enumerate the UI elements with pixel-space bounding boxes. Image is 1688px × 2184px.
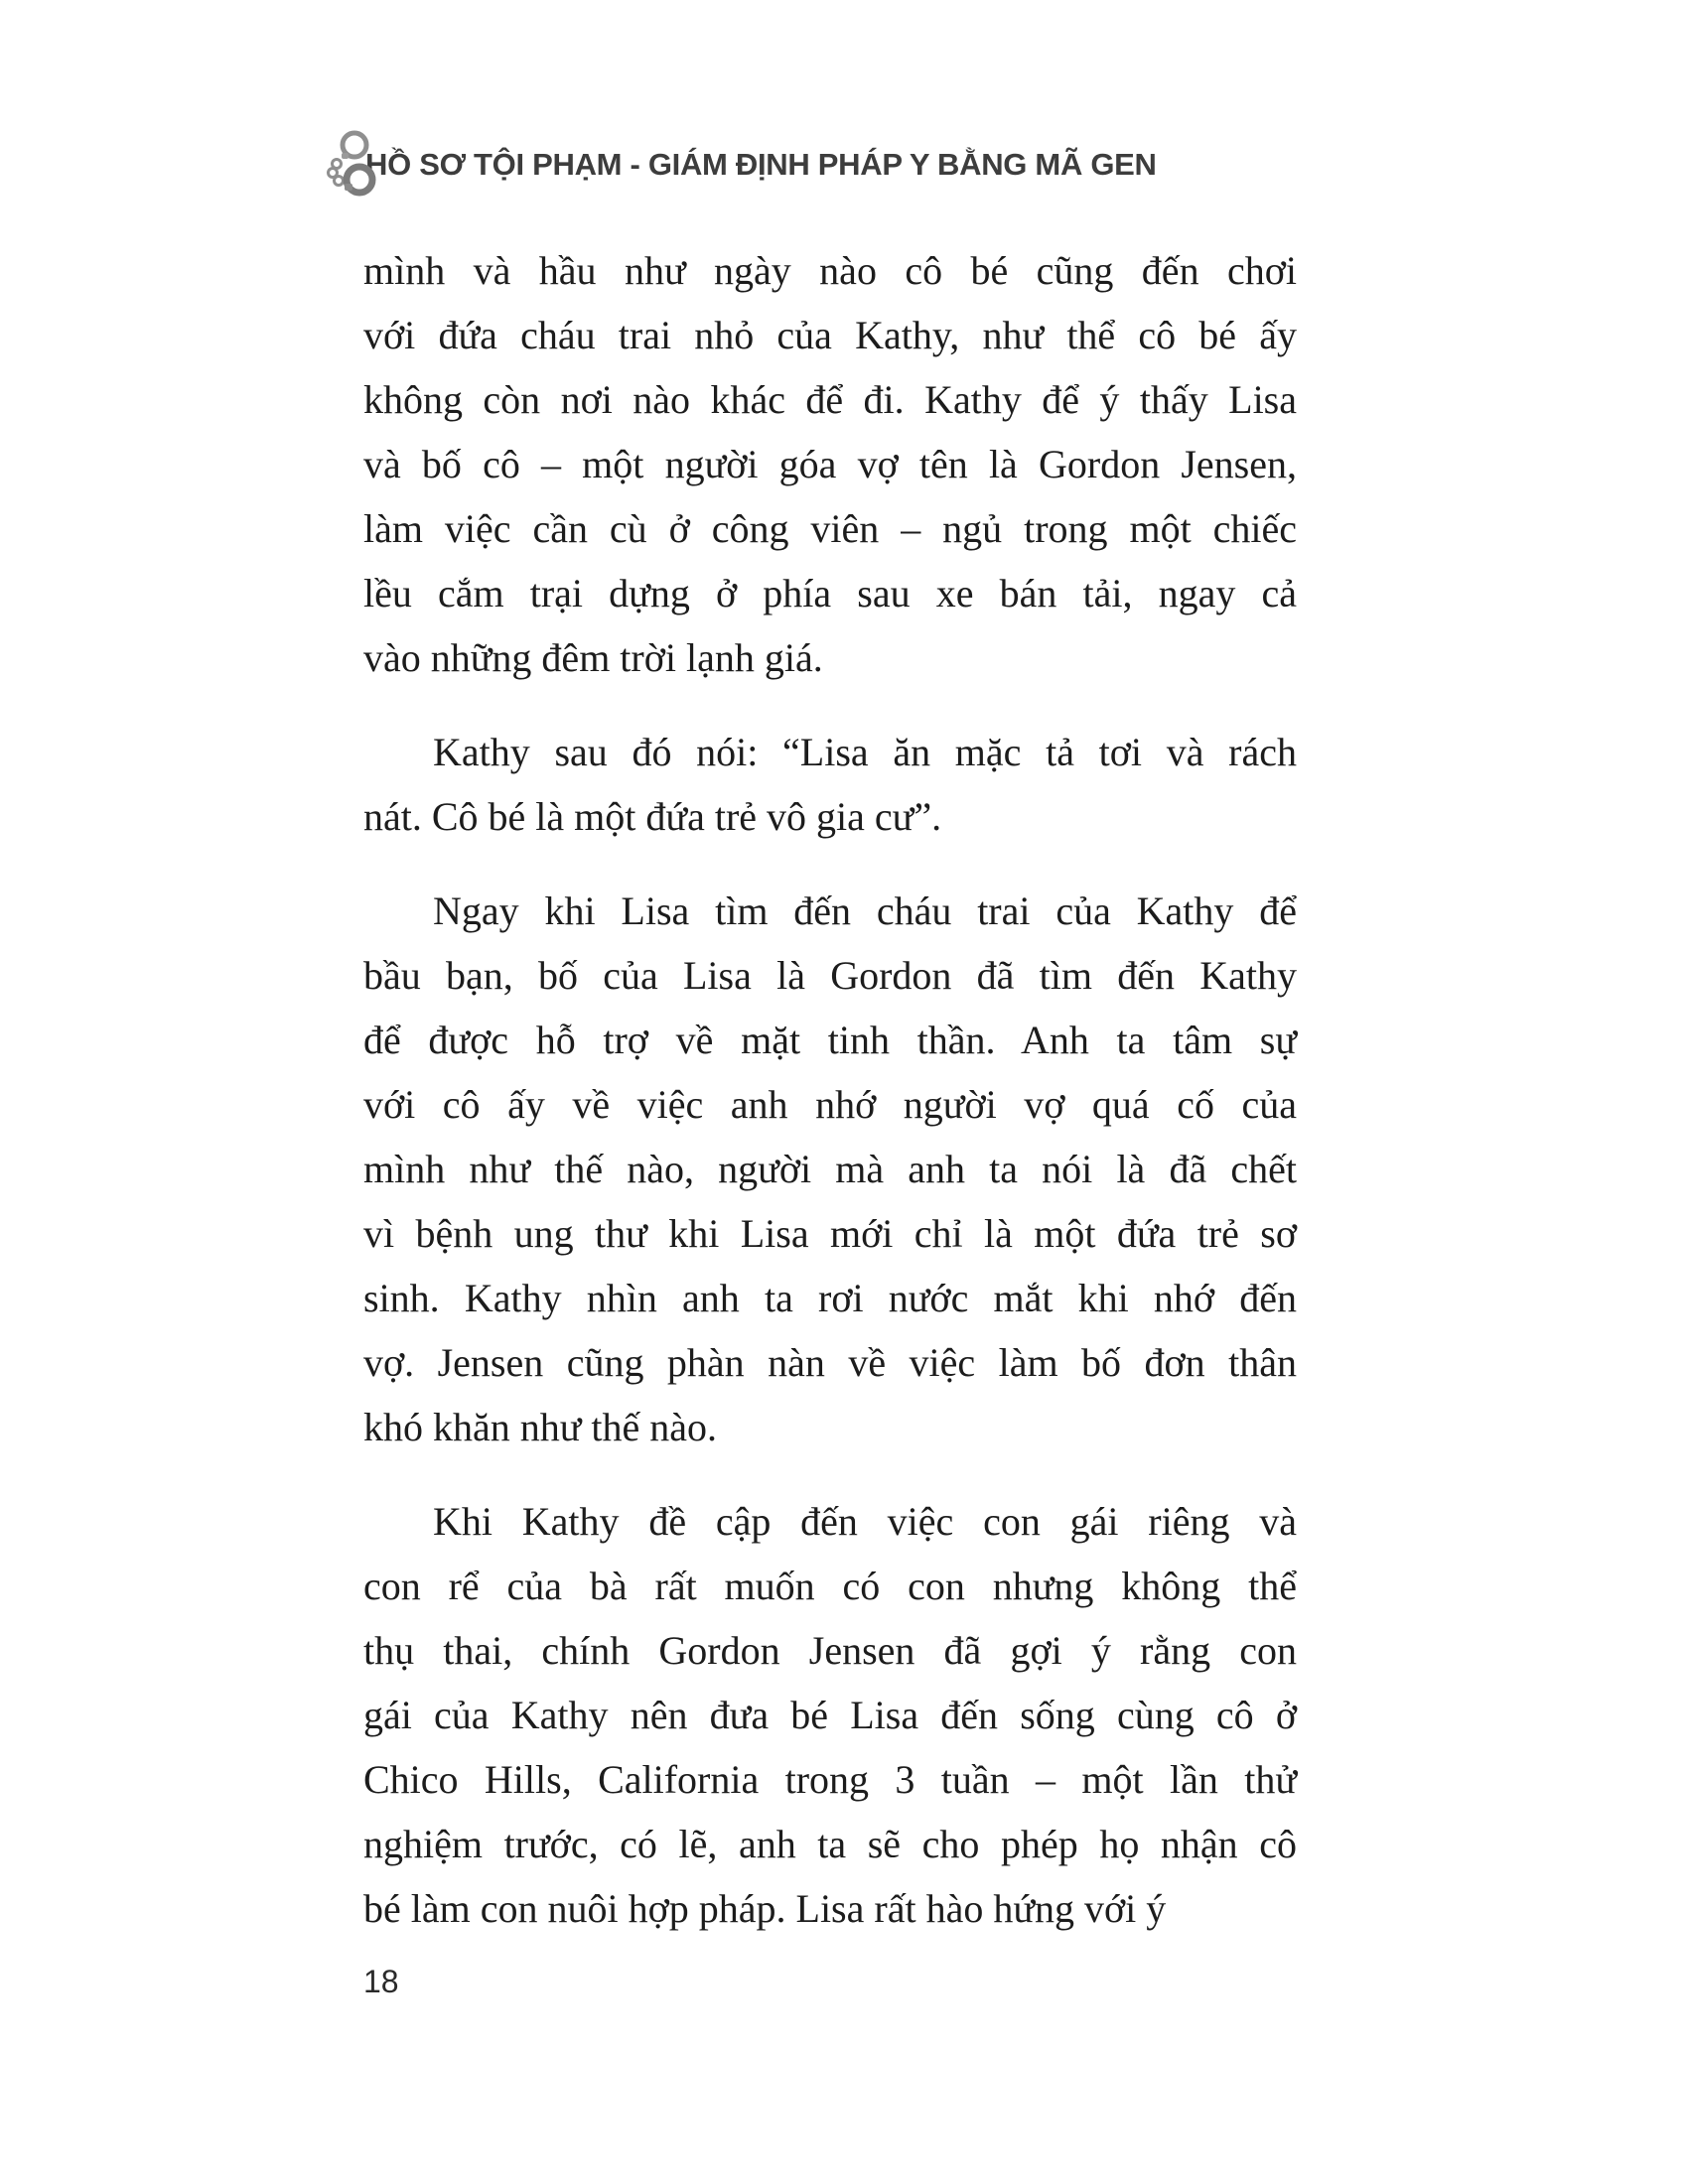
body-line: làm việc cần cù ở công viên – ngủ trong một chiếc <box>363 506 1297 551</box>
body-line: bầu bạn, bố của Lisa là Gordon đã tìm đến Kathy <box>363 953 1297 998</box>
paragraph <box>363 238 1297 690</box>
body-line: khó khăn như thế nào. <box>363 1405 718 1449</box>
body-text <box>363 238 1297 1941</box>
body-line: bé làm con nuôi hợp pháp. Lisa rất hào hứng với ý <box>363 1886 1167 1931</box>
body-line: Kathy sau đó nói: “Lisa ăn mặc tả tơi và rách <box>433 730 1297 774</box>
body-line: Ngay khi Lisa tìm đến cháu trai của Kathy để <box>433 888 1297 933</box>
page-number: 18 <box>363 1964 399 1999</box>
body-line: con rể của bà rất muốn có con nhưng không thể <box>363 1564 1297 1608</box>
body-line: lều cắm trại dựng ở phía sau xe bán tải, ngay cả <box>363 571 1297 615</box>
body-line: gái của Kathy nên đưa bé Lisa đến sống cùng cô ở <box>363 1693 1297 1737</box>
running-header <box>324 127 1157 203</box>
body-line: với đứa cháu trai nhỏ của Kathy, như thể cô bé ấy <box>363 313 1297 357</box>
body-line: và bố cô – một người góa vợ tên là Gordon Jensen, <box>363 442 1297 486</box>
body-line: vì bệnh ung thư khi Lisa mới chỉ là một đứa trẻ sơ <box>363 1211 1297 1256</box>
body-line: vào những đêm trời lạnh giá. <box>363 635 823 680</box>
paragraph <box>363 1489 1297 1941</box>
body-line: để được hỗ trợ về mặt tinh thần. Anh ta tâm sự <box>363 1018 1297 1062</box>
body-line: Chico Hills, California trong 3 tuần – một lần thử <box>363 1757 1297 1802</box>
body-line: mình và hầu như ngày nào cô bé cũng đến chơi <box>363 248 1297 293</box>
body-line: mình như thế nào, người mà anh ta nói là đã chết <box>363 1147 1297 1191</box>
body-line: vợ. Jensen cũng phàn nàn về việc làm bố đơn thân <box>363 1340 1297 1385</box>
paragraph <box>363 720 1297 849</box>
body-line: với cô ấy về việc anh nhớ người vợ quá cố của <box>363 1082 1297 1127</box>
body-line: nghiệm trước, có lẽ, anh ta sẽ cho phép họ nhận cô <box>363 1822 1297 1866</box>
paragraph <box>363 879 1297 1459</box>
body-line: nát. Cô bé là một đứa trẻ vô gia cư”. <box>363 794 942 839</box>
body-line: sinh. Kathy nhìn anh ta rơi nước mắt khi nhớ đến <box>363 1276 1297 1320</box>
handcuffs-icon <box>324 128 381 202</box>
body-line: thụ thai, chính Gordon Jensen đã gợi ý rằng con <box>363 1628 1297 1673</box>
header-title: HỒ SƠ TỘI PHẠM - GIÁM ĐỊNH PHÁP Y BẰNG MÃ GEN <box>365 147 1157 182</box>
body-line: không còn nơi nào khác để đi. Kathy để ý thấy Lisa <box>363 377 1297 422</box>
body-line: Khi Kathy đề cập đến việc con gái riêng và <box>433 1499 1297 1544</box>
